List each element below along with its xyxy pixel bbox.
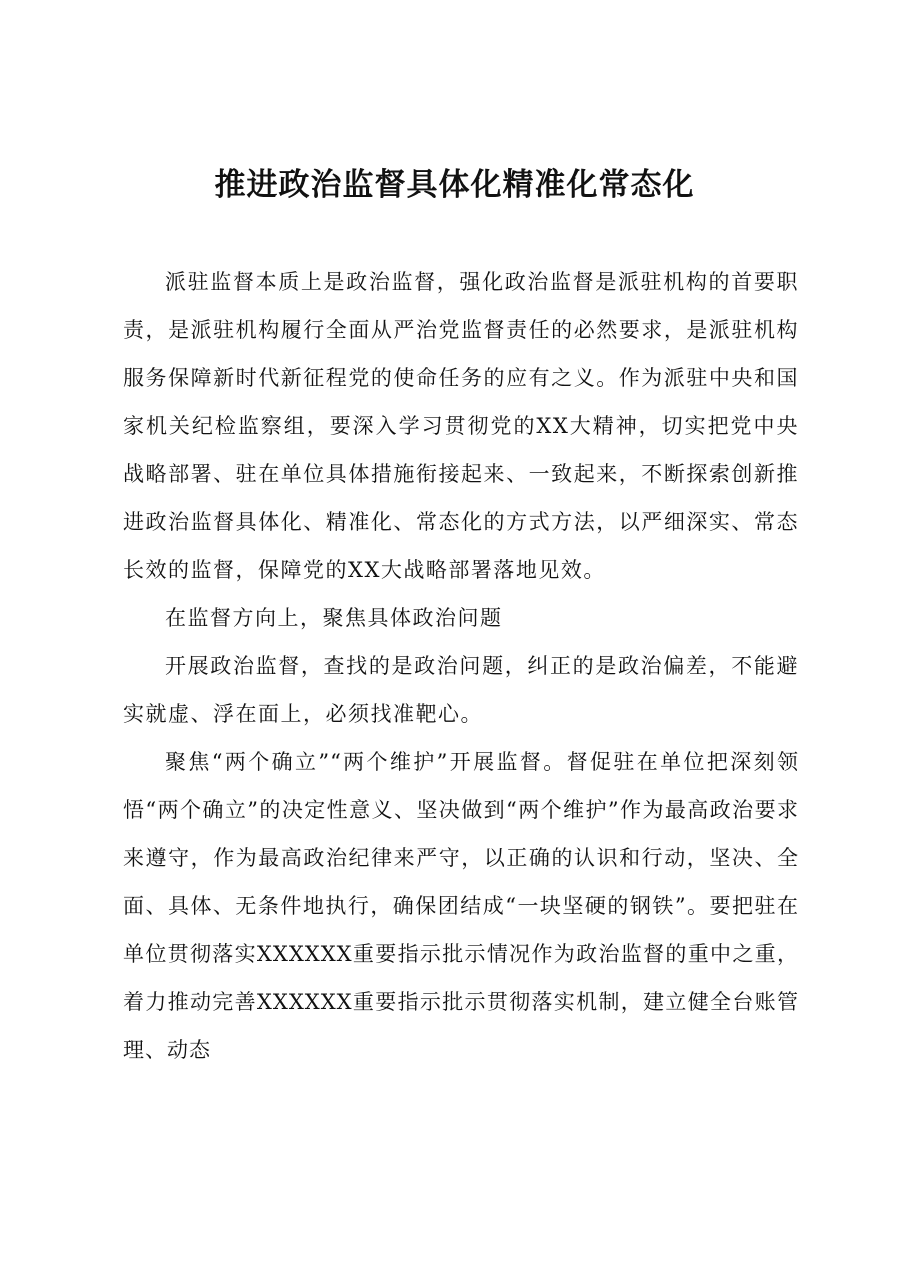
document-title: 推进政治监督具体化精准化常态化 <box>214 167 695 203</box>
section-heading-supervision-direction: 在监督方向上，聚焦具体政治问题 <box>165 606 503 630</box>
document-body <box>123 258 799 1074</box>
paragraph-two-establishments: 聚焦“两个确立”“两个维护”开展监督。督促驻在单位把深刻领悟“两个确立”的决定性意义、坚决做到“两个维护”作为最高政治要求来遵守，作为最高政治纪律来严守，以正确的认识和行动，坚决、全面、具体、无条件地执行，确保团结成“一块坚硬的钢铁”。要把驻在单位贯彻落实XXXXXX重要指示批示情况作为政治监督的重中之重，着力推动完善XXXXXX重要指示批示贯彻落实机制，建立健全台账管理、动态 <box>123 750 799 1062</box>
paragraph-intro: 派驻监督本质上是政治监督，强化政治监督是派驻机构的首要职责，是派驻机构履行全面从严治党监督责任的必然要求，是派驻机构服务保障新时代新征程党的使命任务的应有之义。作为派驻中央和国家机关纪检监察组，要深入学习贯彻党的XX大精神，切实把党中央战略部署、驻在单位具体措施衔接起来、一致起来，不断探索创新推进政治监督具体化、精准化、常态化的方式方法，以严细深实、常态长效的监督，保障党的XX大战略部署落地见效。 <box>123 270 799 582</box>
paragraph-political-supervision: 开展政治监督，查找的是政治问题，纠正的是政治偏差，不能避实就虚、浮在面上，必须找准靶心。 <box>123 654 799 726</box>
